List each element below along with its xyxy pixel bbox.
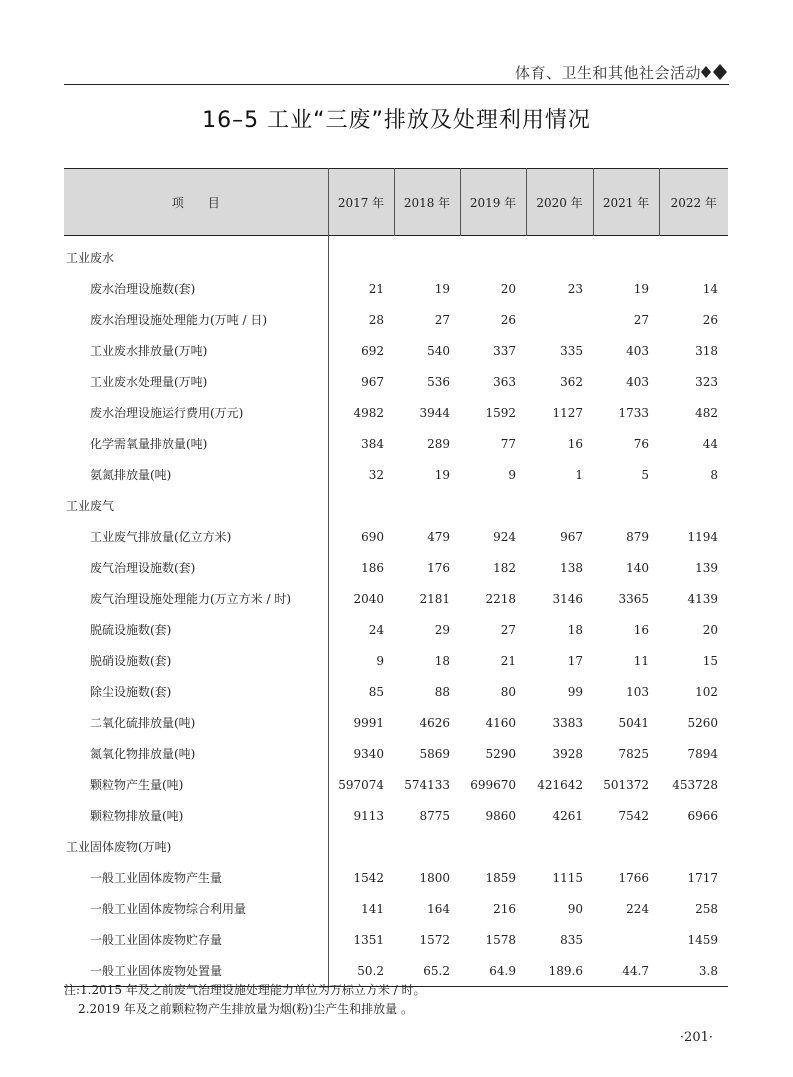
table-cell: 19 [434,281,450,296]
row-label: 二氧化硫排放量(吨) [64,707,328,738]
table-cell: 879 [626,529,649,544]
footnote-2: 2.2019 年及之前颗粒物产生排放量为烟(粉)尘产生和排放量 。 [78,1002,413,1016]
table-cell: 1351 [353,932,384,947]
table-cell [593,236,659,274]
table-cell: 1733 [618,405,649,420]
table-cell: 6966 [687,808,718,823]
table-cell [460,236,526,274]
table-cell: 18 [434,653,450,668]
table-cell: 141 [361,901,384,916]
category-label: 工业固体废物(万吨) [64,831,328,862]
table-cell: 21 [368,281,384,296]
table-row [64,366,728,397]
table-cell: 453728 [672,777,718,792]
row-label: 颗粒物产生量(吨) [64,769,328,800]
row-label: 一般工业固体废物综合利用量 [64,893,328,924]
table-cell: 20 [702,622,718,637]
table-cell: 9113 [353,808,384,823]
table-cell: 835 [560,932,583,947]
table-cell: 50.2 [328,955,394,987]
column-header-year: 2019 年 [460,169,526,236]
table-cell: 318 [695,343,718,358]
table-cell [526,304,593,335]
table-row [64,521,728,552]
table-cell: 540 [427,343,450,358]
table-cell: 27 [500,622,516,637]
table-cell [394,831,460,862]
table-cell: 27 [434,312,450,327]
table-cell: 258 [695,901,718,916]
data-table-container [64,168,728,987]
table-cell: 289 [427,436,450,451]
table-cell [394,236,460,274]
table-row [64,428,728,459]
table-cell: 216 [493,901,516,916]
table-cell: 164 [427,901,450,916]
table-cell: 1542 [353,870,384,885]
table-cell: 19 [434,467,450,482]
table-cell [328,236,394,274]
header-rule [64,84,729,85]
table-cell [659,490,728,521]
table-cell [659,831,728,862]
table-cell: 2218 [485,591,516,606]
row-label: 脱硝设施数(套) [64,645,328,676]
table-cell [659,236,728,274]
running-header: 体育、卫生和其他社会活动 [514,64,701,82]
table-cell: 9 [508,467,516,482]
table-header-row [64,169,728,236]
table-row [64,583,728,614]
row-label: 废水治理设施数(套) [64,273,328,304]
table-cell: 17 [567,653,583,668]
table-cell: 335 [560,343,583,358]
table-cell: 924 [493,529,516,544]
table-cell: 4139 [687,591,718,606]
table-cell: 80 [500,684,516,699]
table-cell: 16 [633,622,649,637]
table-cell: 28 [368,312,384,327]
table-cell: 44 [702,436,718,451]
table-cell: 29 [434,622,450,637]
table-cell: 64.9 [460,955,526,987]
row-label: 废气治理设施数(套) [64,552,328,583]
table-cell: 27 [633,312,649,327]
table-cell: 20 [500,281,516,296]
table-cell: 102 [695,684,718,699]
table-cell: 5260 [687,715,718,730]
table-row [64,769,728,800]
table-cell [460,831,526,862]
table-row [64,707,728,738]
table-cell: 18 [567,622,583,637]
table-cell: 692 [361,343,384,358]
table-row [64,645,728,676]
table-cell: 139 [695,560,718,575]
column-header-item: 项 目 [64,169,328,236]
page-title: 16–5 工业“三废”排放及处理利用情况 [202,108,591,133]
row-label: 废水治理设施运行费用(万元) [64,397,328,428]
table-cell [593,490,659,521]
table-cell: 323 [695,374,718,389]
table-cell: 597074 [338,777,384,792]
table-cell: 1578 [485,932,516,947]
table-cell: 4626 [419,715,450,730]
table-cell: 8775 [419,808,450,823]
table-cell: 1459 [687,932,718,947]
table-cell [526,490,593,521]
table-cell: 421642 [537,777,583,792]
row-label: 除尘设施数(套) [64,676,328,707]
column-header-year: 2022 年 [659,169,728,236]
table-row [64,273,728,304]
table-row [64,893,728,924]
table-cell: 23 [567,281,583,296]
row-label: 工业废气排放量(亿立方米) [64,521,328,552]
table-row [64,924,728,955]
row-label: 工业废水处理量(万吨) [64,366,328,397]
table-row [64,335,728,366]
table-cell: 699670 [470,777,516,792]
diamond-ornament-icon [700,64,730,80]
row-label: 氮氧化物排放量(吨) [64,738,328,769]
table-cell: 2040 [353,591,384,606]
table-cell: 403 [626,374,649,389]
table-cell [593,924,659,955]
table-cell: 1115 [552,870,583,885]
table-cell: 5041 [618,715,649,730]
row-label: 废气治理设施处理能力(万立方米 / 时) [64,583,328,614]
row-label: 脱硫设施数(套) [64,614,328,645]
table-cell: 1766 [618,870,649,885]
table-cell: 9991 [353,715,384,730]
row-label: 废水治理设施处理能力(万吨 / 日) [64,304,328,335]
table-cell: 140 [626,560,649,575]
table-cell: 189.6 [526,955,593,987]
table-cell [593,831,659,862]
table-cell: 501372 [603,777,649,792]
table-cell: 482 [695,405,718,420]
emissions-table [64,168,728,987]
table-row [64,304,728,335]
footnotes [64,981,426,1019]
table-cell: 1 [575,467,583,482]
table-cell: 1859 [485,870,516,885]
table-cell: 4160 [485,715,516,730]
table-cell: 90 [567,901,583,916]
table-cell: 8 [710,467,718,482]
table-cell: 690 [361,529,384,544]
table-cell [328,831,394,862]
table-cell: 479 [427,529,450,544]
category-label: 工业废水 [64,236,328,274]
row-label: 一般工业固体废物产生量 [64,862,328,893]
table-row [64,862,728,893]
row-label: 工业废水排放量(万吨) [64,335,328,366]
table-cell: 363 [493,374,516,389]
table-cell: 1194 [687,529,718,544]
table-cell: 44.7 [593,955,659,987]
table-cell: 1800 [419,870,450,885]
row-label: 一般工业固体废物贮存量 [64,924,328,955]
category-row [64,831,728,862]
table-cell: 7542 [618,808,649,823]
table-cell: 1127 [552,405,583,420]
table-cell: 186 [361,560,384,575]
table-row [64,552,728,583]
row-label: 化学需氧量排放量(吨) [64,428,328,459]
table-row [64,614,728,645]
table-cell: 574133 [404,777,450,792]
table-cell: 3928 [552,746,583,761]
table-cell: 536 [427,374,450,389]
table-cell: 14 [702,281,718,296]
table-row [64,738,728,769]
table-cell: 99 [567,684,583,699]
row-label: 颗粒物排放量(吨) [64,800,328,831]
table-cell: 4982 [353,405,384,420]
table-cell: 1572 [419,932,450,947]
table-row [64,459,728,490]
table-cell: 19 [633,281,649,296]
table-cell: 337 [493,343,516,358]
table-cell: 2181 [419,591,450,606]
table-cell: 11 [633,653,649,668]
table-cell: 9340 [353,746,384,761]
table-cell: 3944 [419,405,450,420]
table-cell [394,490,460,521]
table-cell [526,831,593,862]
table-cell: 967 [361,374,384,389]
table-body [64,236,728,987]
table-cell: 21 [500,653,516,668]
category-label: 工业废气 [64,490,328,521]
column-header-year: 2020 年 [526,169,593,236]
table-cell: 362 [560,374,583,389]
table-cell: 3.8 [659,955,728,987]
column-header-year: 2021 年 [593,169,659,236]
category-row [64,236,728,274]
table-cell: 9860 [485,808,516,823]
table-cell: 224 [626,901,649,916]
table-cell: 176 [427,560,450,575]
table-cell: 967 [560,529,583,544]
table-cell: 7825 [618,746,649,761]
table-cell: 32 [368,467,384,482]
table-cell [328,490,394,521]
table-cell: 5290 [485,746,516,761]
table-cell: 3383 [552,715,583,730]
table-cell: 3146 [552,591,583,606]
row-label: 一般工业固体废物处置量 [64,955,328,987]
table-cell [460,490,526,521]
category-row [64,490,728,521]
table-cell [526,236,593,274]
table-cell: 1592 [485,405,516,420]
table-cell: 7894 [687,746,718,761]
table-cell: 403 [626,343,649,358]
table-cell: 384 [361,436,384,451]
column-header-year: 2018 年 [394,169,460,236]
table-cell: 85 [368,684,384,699]
table-row [64,397,728,428]
table-cell: 26 [500,312,516,327]
table-cell: 5 [641,467,649,482]
row-label: 氨氮排放量(吨) [64,459,328,490]
table-cell: 88 [434,684,450,699]
page-number: ·201· [679,1030,713,1045]
table-row [64,800,728,831]
footnote-1: 注:1.2015 年及之前废气治理设施处理能力单位为万标立方米 / 时。 [64,983,426,997]
table-cell: 138 [560,560,583,575]
table-cell: 15 [702,653,718,668]
table-cell: 77 [500,436,516,451]
table-cell: 9 [376,653,384,668]
table-cell: 182 [493,560,516,575]
table-cell: 65.2 [394,955,460,987]
table-cell: 5869 [419,746,450,761]
table-cell: 24 [368,622,384,637]
table-cell: 16 [567,436,583,451]
table-cell: 76 [633,436,649,451]
table-cell: 3365 [618,591,649,606]
table-cell: 26 [702,312,718,327]
table-cell: 103 [626,684,649,699]
column-header-year: 2017 年 [328,169,394,236]
table-row [64,676,728,707]
table-cell: 4261 [552,808,583,823]
table-cell: 1717 [687,870,718,885]
